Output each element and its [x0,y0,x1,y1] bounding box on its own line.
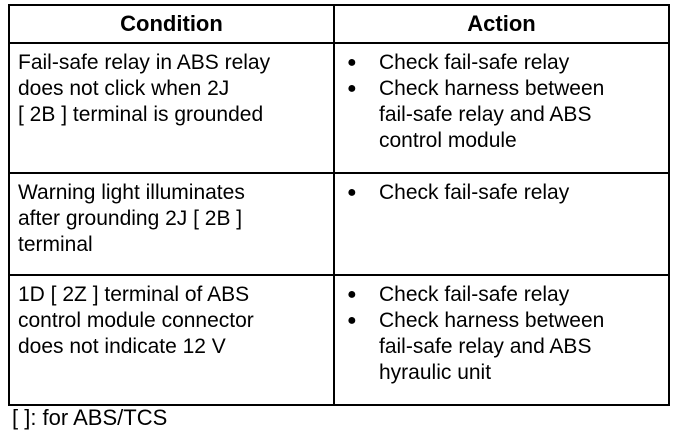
action-text: Check harness between fail-safe relay and ABS hyraulic unit [379,309,605,384]
condition-cell [9,43,334,173]
bullet-icon: ● [347,184,357,201]
diagnosis-table [8,4,670,406]
bullet-icon: ● [347,54,357,71]
bullet-icon: ● [347,286,357,303]
action-item [345,308,662,386]
condition-cell [9,275,334,405]
table-row [9,173,669,275]
action-text: Check harness between fail-safe relay and ABS control module [379,77,605,152]
bullet-icon: ● [347,312,357,329]
action-item [345,50,662,76]
action-text: Check fail-safe relay [379,181,570,204]
condition-cell [9,173,334,275]
action-item [345,76,662,154]
action-header: Action [334,5,669,43]
action-item [345,282,662,308]
condition-text: Fail-safe relay in ABS relay does not click when 2J [ 2B ] terminal is grounded [18,51,271,126]
action-list [345,180,662,206]
bullet-icon: ● [347,80,357,97]
action-cell [334,173,669,275]
condition-header: Condition [9,5,334,43]
action-text: Check fail-safe relay [379,51,570,74]
table-row [9,275,669,405]
action-cell [334,275,669,405]
condition-text: 1D [ 2Z ] terminal of ABS control module connector does not indicate 12 V [18,283,254,358]
footnote: [ ]: for ABS/TCS [12,405,168,430]
table-row [9,43,669,173]
action-text: Check fail-safe relay [379,283,570,306]
action-list [345,282,662,386]
action-cell [334,43,669,173]
action-item [345,180,662,206]
action-list [345,50,662,154]
condition-text: Warning light illuminates after grounding 2J [ 2B ] terminal [18,181,245,256]
table-header-row [9,5,669,43]
